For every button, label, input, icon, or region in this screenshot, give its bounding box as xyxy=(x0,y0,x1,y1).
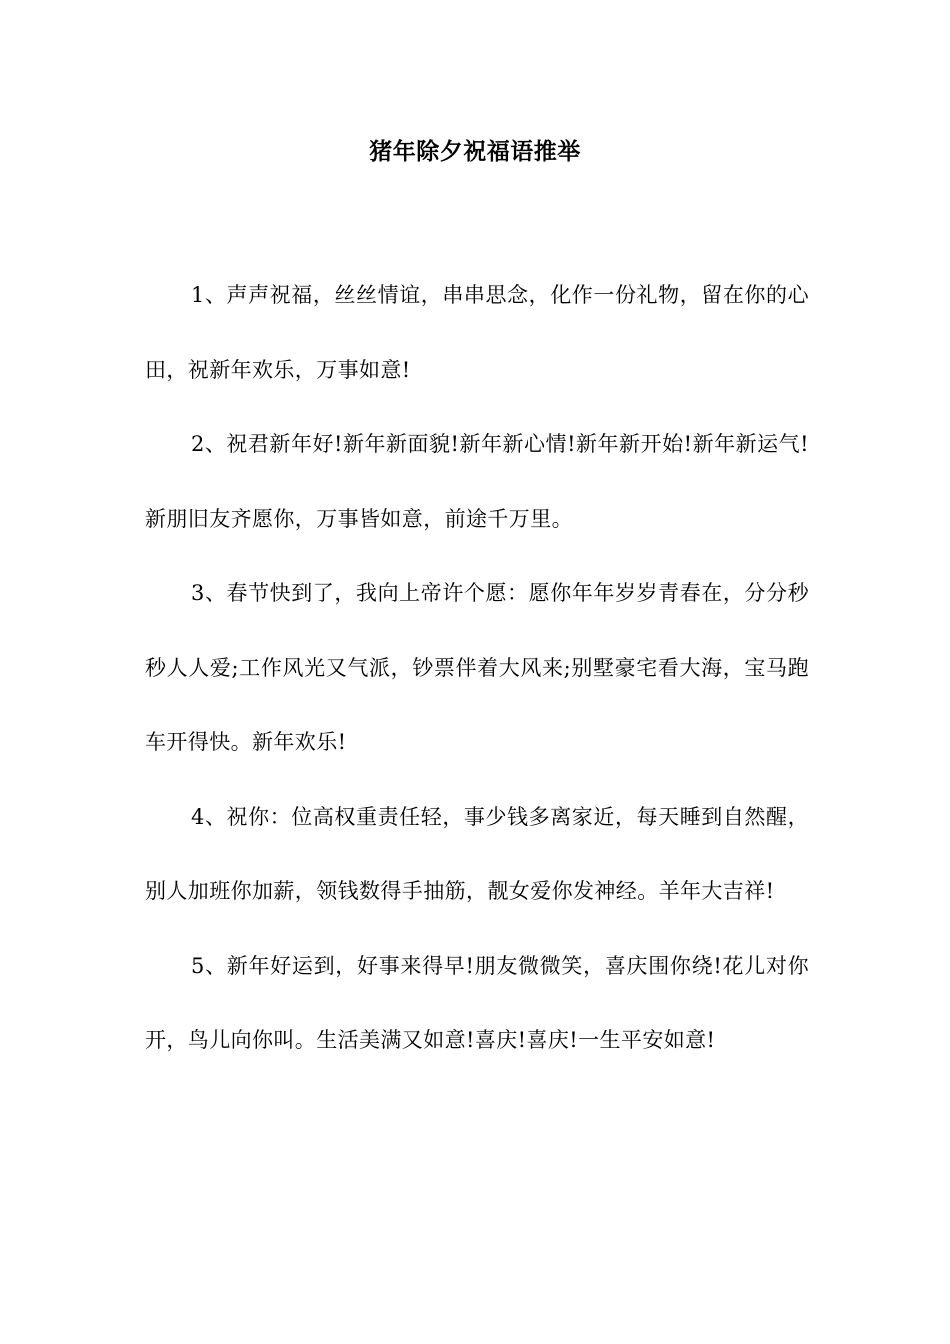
paragraph-4: 4、祝你：位高权重责任轻，事少钱多离家近，每天睡到自然醒，别人加班你加薪，领钱数得手抽筋，靓女爱你发神经。羊年大吉祥! xyxy=(145,804,809,903)
paragraph-5: 5、新年好运到，好事来得早!朋友微微笑，喜庆围你绕!花儿对你开，鸟儿向你叫。生活美满又如意!喜庆!喜庆!一生平安如意! xyxy=(145,953,809,1052)
document-title: 猪年除夕祝福语推举 xyxy=(369,139,581,165)
paragraph-1: 1、声声祝福，丝丝情谊，串串思念，化作一份礼物，留在你的心田，祝新年欢乐，万事如意! xyxy=(145,283,809,382)
document-body xyxy=(145,258,809,1078)
paragraph-3: 3、春节快到了，我向上帝许个愿：愿你年年岁岁青春在，分分秒秒人人爱;工作风光又气派，钞票伴着大风来;别墅豪宅看大海，宝马跑车开得快。新年欢乐! xyxy=(145,581,809,754)
paragraph-2: 2、祝君新年好!新年新面貌!新年新心情!新年新开始!新年新运气!新朋旧友齐愿你，万事皆如意，前途千万里。 xyxy=(145,432,809,531)
